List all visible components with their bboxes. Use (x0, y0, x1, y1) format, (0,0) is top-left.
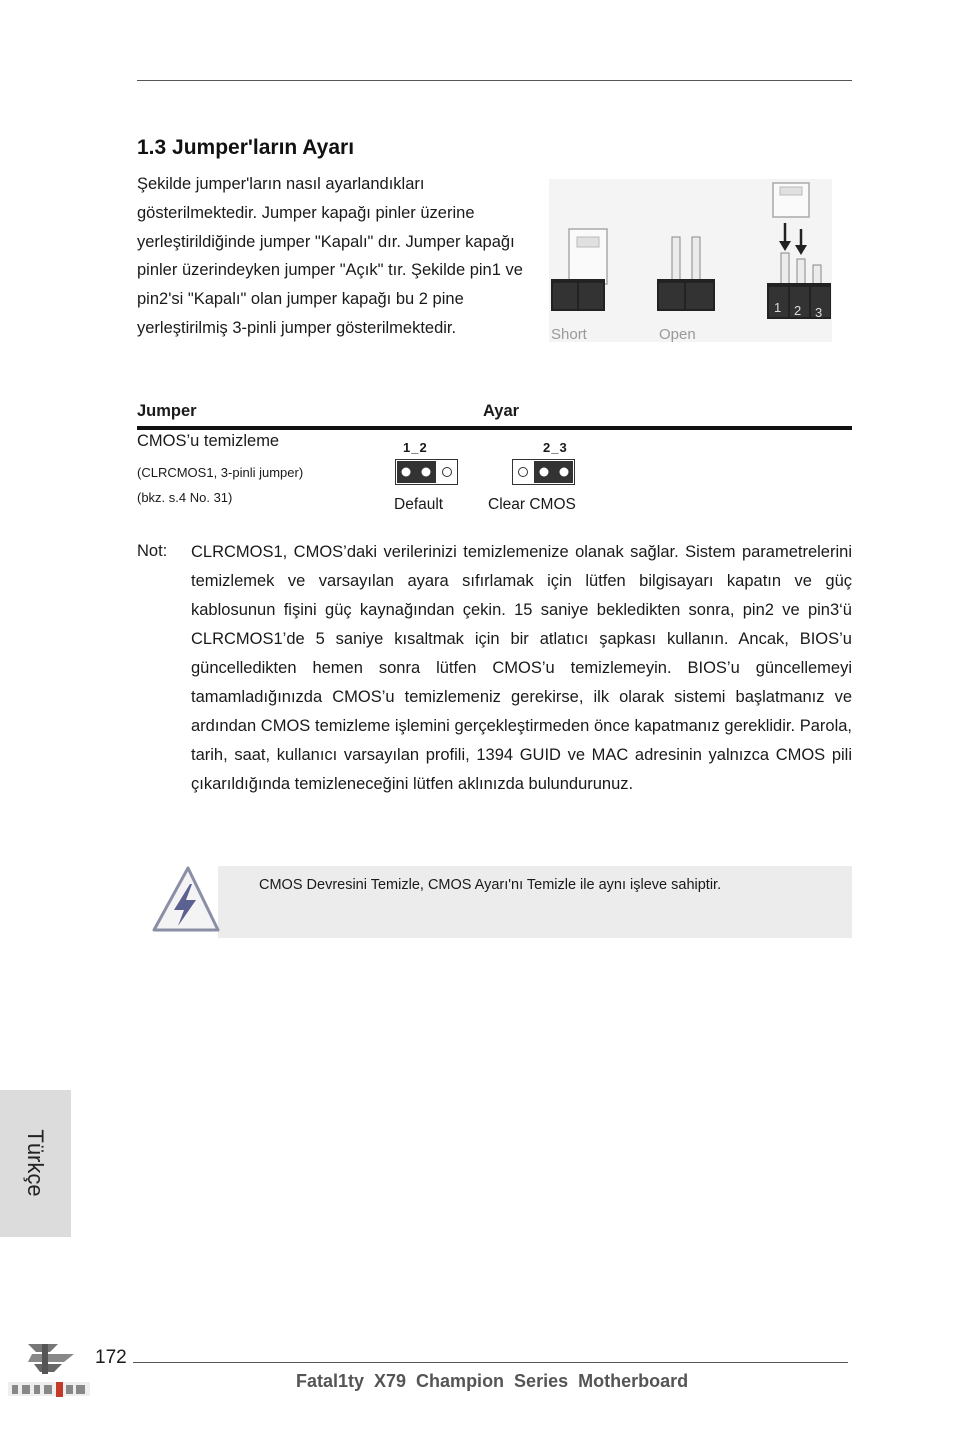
table-header-setting: Ayar (483, 402, 520, 420)
jumper-1-2-diagram (395, 459, 458, 485)
note-body: CLRCMOS1, CMOS’daki verilerinizi temizlemenize olanak sağlar. Sistem parametrelerini temizlemek ve varsayılan ayara sıfırlamak için lütfen bilgisayarı kapatın ve güç kablosunun fişini güç kaynağından çekin. 15 saniye bekledikten sonra, pin2 ve pin3‘ü CLRCMOS1’de 5 saniye kısaltmak için bir atlatıcı şapkası kullanın. Ancak, BIOS’u güncelledikten hemen sonra lütfen CMOS’u temizlemeyin. BIOS’u güncellemeyi tamamladığınızda CMOS’u temizlemeniz gerekirse, ilk olarak sistemi başlatmanız ve ardından CMOS temizleme işlemini gerçekleştirmeden önce kapatmanız gereklidir. Parola, tarih, saat, kullanıcı varsayılan profili, 1394 GUID ve MAC adresinin yalnızca CMOS pili çıkarıldığında temizleneceğini lütfen aklınızda bulundurunuz. (191, 543, 852, 793)
table-header-jumper: Jumper (137, 402, 197, 420)
short-jumper (551, 229, 607, 311)
page-number: 172 (95, 1347, 127, 1368)
option-clear-caption: Clear CMOS (488, 496, 576, 513)
intro-paragraph: Şekilde jumper'ların nasıl ayarlandıkları gösterilmektedir. Jumper kapağı pinler üzerine yerleştirildiğinde jumper "Kapalı" dır. Jumper kapağı pinler üzerindeyken jumper "Açık" tır. Şekilde pin1 ve pin2'si "Kapalı" olan jumper kapağı bu 2 pine yerleştirilmiş 3-pinli jumper gösterilmektedir. (137, 175, 523, 337)
jumper-illustration (549, 179, 832, 342)
option-clear-pins: 2_3 (543, 440, 568, 455)
option-default-pins: 1_2 (403, 440, 428, 455)
footer-title: Fatal1ty X79 Champion Series Motherboard (296, 1371, 689, 1391)
jumper-name: CMOS’u temizleme (137, 432, 280, 450)
bottom-rule (133, 1362, 848, 1363)
table-header-rule (137, 426, 852, 430)
option-default-caption: Default (394, 496, 444, 513)
pin-number-2: 2 (794, 303, 802, 318)
jumper-detail: (CLRCMOS1, 3-pinli jumper) (137, 465, 304, 480)
pin-number-3: 3 (815, 305, 823, 320)
top-rule (137, 80, 852, 81)
jumper-2-3-diagram (512, 459, 575, 485)
open-jumper (657, 237, 715, 311)
jumper-reference: (bkz. s.4 No. 31) (137, 490, 233, 505)
short-label: Short (551, 326, 587, 342)
section-heading: 1.3 Jumper'ların Ayarı (137, 136, 355, 159)
three-pin-jumper (767, 183, 831, 319)
pin-number-1: 1 (774, 300, 782, 315)
open-label: Open (659, 326, 696, 342)
warning-lightning-icon (148, 864, 222, 934)
language-label: Türkçe (23, 1129, 48, 1197)
jumper-figure (549, 179, 832, 342)
fatal1ty-logo (6, 1338, 92, 1400)
language-side-tab (0, 1090, 71, 1237)
callout-text: CMOS Devresini Temizle, CMOS Ayarı'nı Temizle ile aynı işleve sahiptir. (259, 877, 722, 893)
note-label: Not: (137, 542, 168, 560)
